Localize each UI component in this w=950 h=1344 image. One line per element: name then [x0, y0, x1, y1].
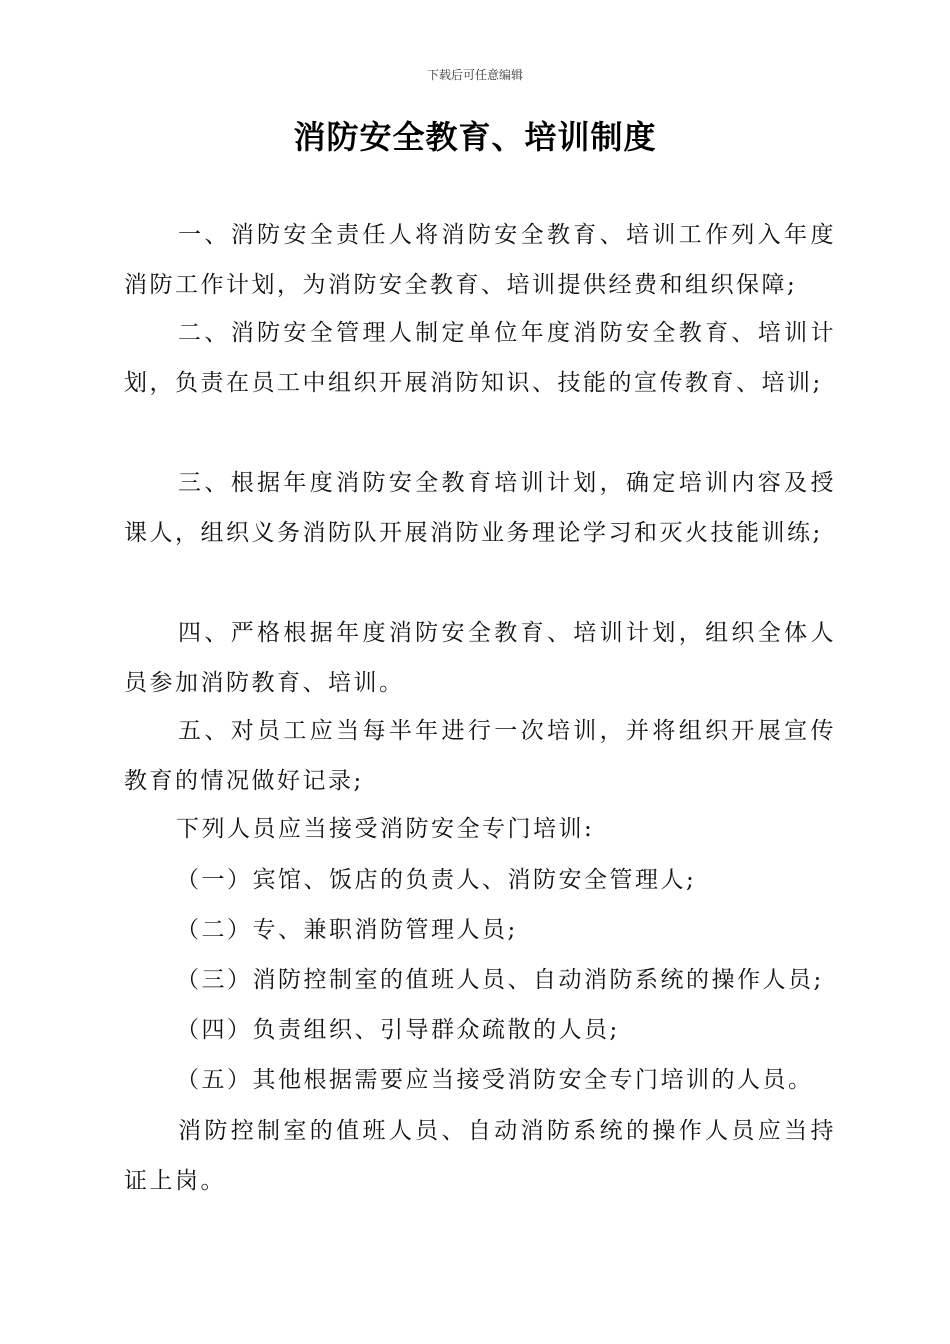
training-list-item-1: （一）宾馆、饭店的负责人、消防安全管理人;	[176, 867, 697, 893]
paragraph-4: 四、严格根据年度消防安全教育、培训计划，组织全体人员参加消防教育、培训。	[124, 620, 836, 696]
document-title: 消防安全教育、培训制度	[293, 118, 657, 156]
closing-paragraph: 消防控制室的值班人员、自动消防系统的操作人员应当持证上岗。	[124, 1118, 836, 1194]
paragraph-5: 五、对员工应当每半年进行一次培训，并将组织开展宣传教育的情况做好记录;	[124, 718, 836, 794]
training-list-item-5: （五）其他根据需要应当接受消防安全专门培训的人员。	[176, 1067, 814, 1093]
paragraph-1: 一、消防安全责任人将消防安全教育、培训工作列入年度消防工作计划，为消防安全教育、培训提供经费和组织保障;	[124, 222, 836, 298]
header-note: 下载后可任意编辑	[426, 68, 523, 82]
training-list-item-3: （三）消防控制室的值班人员、自动消防系统的操作人员;	[176, 967, 824, 993]
paragraph-3: 三、根据年度消防安全教育培训计划，确定培训内容及授课人，组织义务消防队开展消防业务理论学习和灭火技能训练;	[124, 470, 836, 546]
training-list-item-2: （二）专、兼职消防管理人员;	[176, 917, 518, 943]
paragraph-2: 二、消防安全管理人制定单位年度消防安全教育、培训计划，负责在员工中组织开展消防知识、技能的宣传教育、培训;	[124, 320, 836, 396]
training-list-item-4: （四）负责组织、引导群众疏散的人员;	[176, 1017, 620, 1043]
training-list-intro: 下列人员应当接受消防安全专门培训:	[176, 816, 595, 842]
